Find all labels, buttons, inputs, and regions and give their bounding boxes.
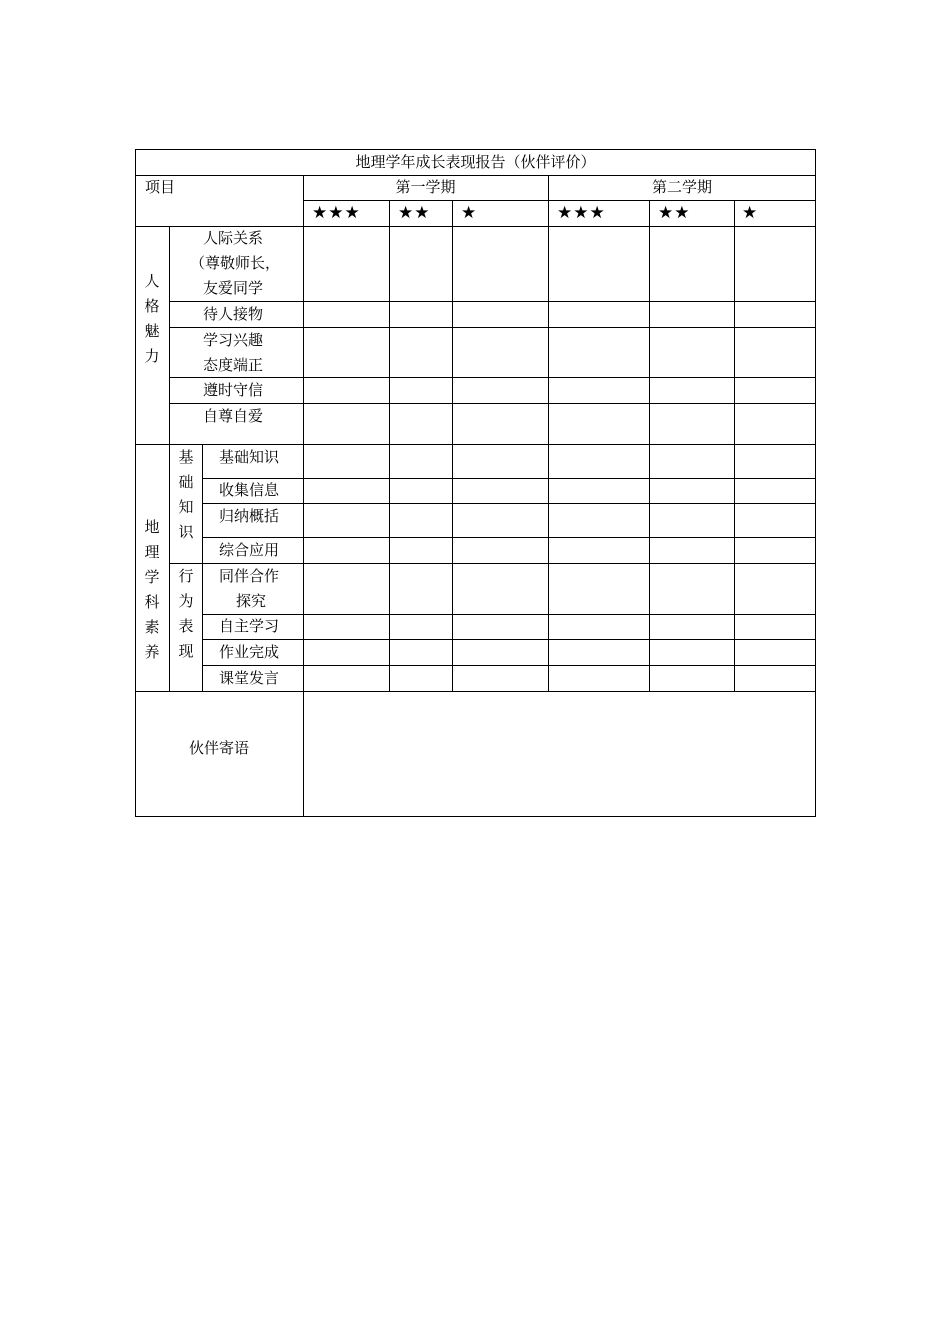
knowledge-item-collect-info: 收集信息 [219, 481, 280, 499]
behavior-item-cooperation-line1: 同伴合作 [219, 567, 280, 585]
item-header: 项目 [145, 178, 176, 196]
personality-item-interest-line2: 态度端正 [203, 356, 264, 374]
rating-2-stars-s1: ★★ [398, 203, 431, 223]
rating-1-star-s1: ★ [461, 203, 478, 223]
personality-item-relationships-line1: 人际关系 [203, 229, 264, 247]
personality-group-label: 人格魅力 [144, 272, 160, 365]
behavior-group-label: 行为表现 [178, 567, 194, 660]
partner-message-label: 伙伴寄语 [188, 739, 249, 757]
personality-item-relationships-line2: （尊敬师长， [190, 254, 281, 272]
personality-item-interest-line1: 学习兴趣 [203, 331, 264, 349]
report-title: 地理学年成长表现报告（伙伴评价） [355, 153, 596, 171]
rating-2-stars-s2: ★★ [658, 203, 691, 223]
basic-knowledge-group-label: 基础知识 [178, 448, 194, 541]
knowledge-item-summarize: 归纳概括 [219, 507, 280, 525]
personality-item-manners: 待人接物 [203, 305, 264, 323]
rating-3-stars-s2: ★★★ [557, 203, 606, 223]
knowledge-item-basic: 基础知识 [219, 448, 280, 466]
personality-item-punctuality: 遵时守信 [203, 381, 264, 399]
behavior-item-cooperation-line2: 探究 [236, 592, 267, 610]
semester-1-header: 第一学期 [395, 178, 456, 196]
geography-group-label: 地理学科素养 [144, 518, 160, 661]
semester-2-header: 第二学期 [651, 178, 712, 196]
partner-message-field[interactable] [313, 701, 807, 809]
behavior-item-homework: 作业完成 [219, 643, 280, 661]
personality-item-relationships-line3: 友爱同学 [203, 279, 264, 297]
personality-item-self-respect: 自尊自爱 [203, 407, 264, 425]
behavior-item-class-speech: 课堂发言 [219, 669, 280, 687]
behavior-item-self-study: 自主学习 [219, 617, 280, 635]
knowledge-item-apply: 综合应用 [219, 541, 280, 559]
evaluation-report-table [135, 149, 816, 817]
rating-1-star-s2: ★ [742, 203, 759, 223]
rating-3-stars-s1: ★★★ [312, 203, 361, 223]
